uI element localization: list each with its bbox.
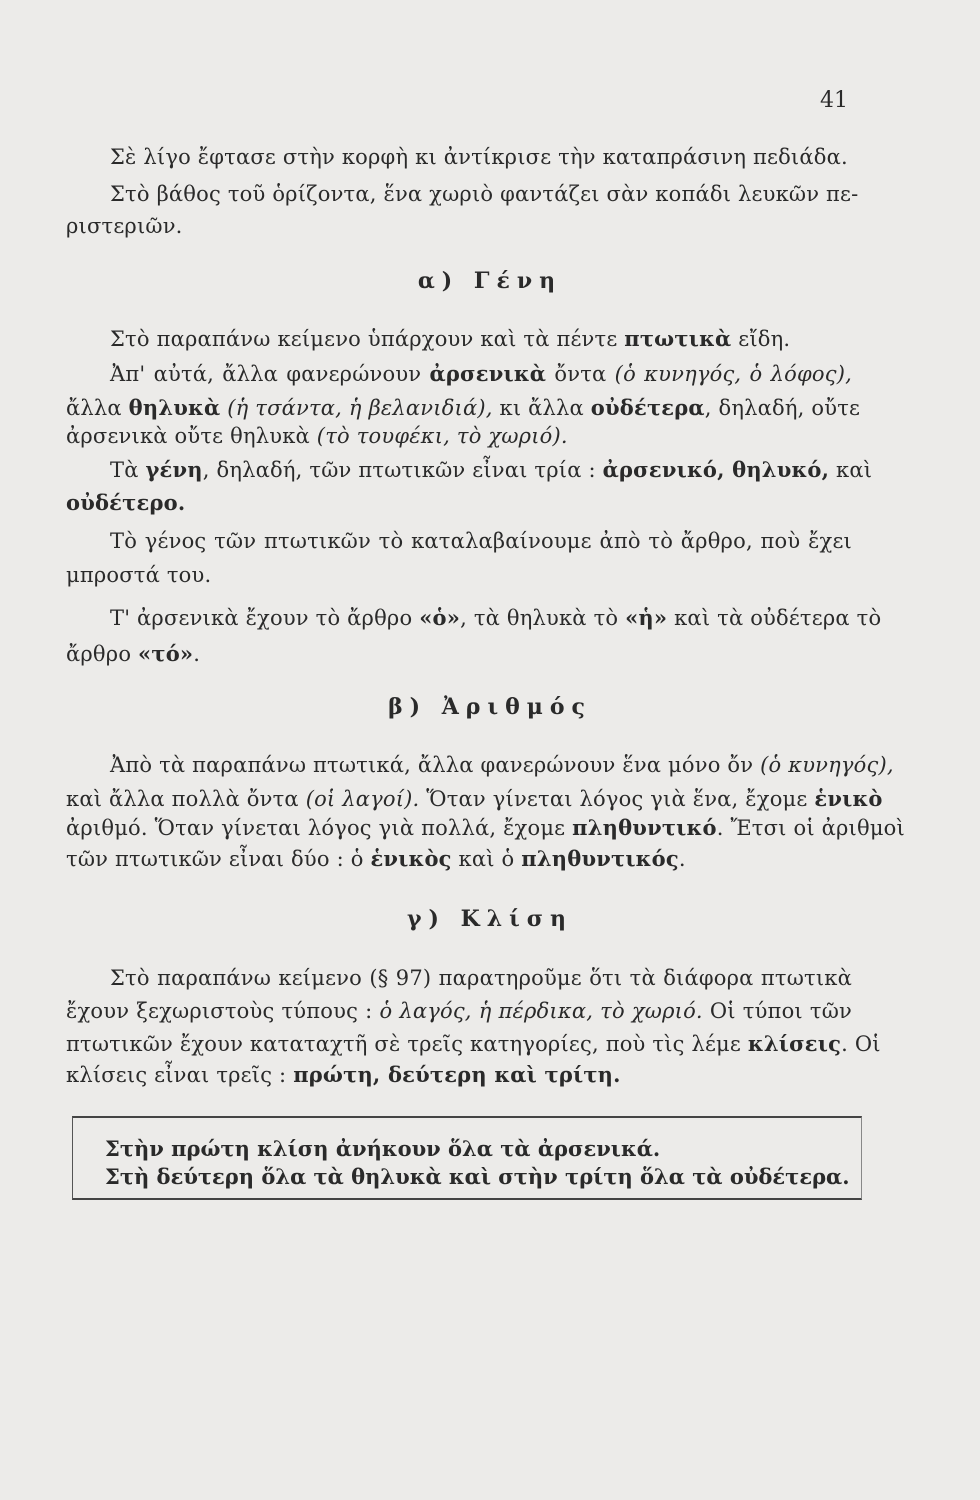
section-a-p5-line-2: ἄρθρο «τό». xyxy=(66,641,201,666)
intro-line-2: Στὸ βάθος τοῦ ὁρίζοντα, ἕνα χωριὸ φαντάζει σὰν κοπάδι λευκῶν πε- xyxy=(110,182,859,206)
section-a-p1-line-1: Στὸ παραπάνω κείμενο ὑπάρχουν καὶ τὰ πέντε πτωτικὰ εἴδη. xyxy=(110,326,791,351)
section-a-p2-line-3: ἀρσενικὰ οὔτε θηλυκὰ (τὸ τουφέκι, τὸ χωριό). xyxy=(66,424,568,448)
section-b-line-2: καὶ ἄλλα πολλὰ ὄντα (οἱ λαγοί). Ὅταν γίνεται λόγος γιὰ ἕνα, ἔχομε ἑνικὸ xyxy=(66,786,883,811)
section-a-p4-line-2: μπροστά του. xyxy=(66,563,212,587)
section-c-line-3: πτωτικῶν ἔχουν καταταχτῆ σὲ τρεῖς κατηγορίες, ποὺ τὶς λέμε κλίσεις. Οἱ xyxy=(66,1031,881,1056)
section-c-line-1: Στὸ παραπάνω κείμενο (§ 97) παρατηροῦμε ὅτι τὰ διάφορα πτωτικὰ xyxy=(110,966,852,990)
section-a-heading: α) Γένη xyxy=(417,268,563,294)
rule-box xyxy=(72,1116,862,1200)
section-b-line-3: ἀριθμό. Ὅταν γίνεται λόγος γιὰ πολλά, ἔχομε πληθυντικό. Ἔτσι οἱ ἀριθμοὶ xyxy=(66,815,905,840)
section-c-line-2: ἔχουν ξεχωριστοὺς τύπους : ὁ λαγός, ἡ πέρδικα, τὸ χωριό. Οἱ τύποι τῶν xyxy=(66,999,853,1023)
intro-line-1: Σὲ λίγο ἔφτασε στὴν κορφὴ κι ἀντίκρισε τὴν καταπράσινη πεδιάδα. xyxy=(110,145,848,169)
section-a-p2-line-2: ἄλλα θηλυκὰ (ἡ τσάντα, ἡ βελανιδιά), κι ἄλλα οὐδέτερα, δηλαδή, οὔτε xyxy=(66,395,861,420)
intro-line-3: ριστεριῶν. xyxy=(66,214,183,238)
section-b-line-1: Ἀπὸ τὰ παραπάνω πτωτικά, ἄλλα φανερώνουν ἕνα μόνο ὄν (ὁ κυνηγός), xyxy=(110,753,894,777)
section-b-heading: β) Ἀριθμός xyxy=(388,694,592,720)
section-a-p2-line-1: Ἀπ' αὐτά, ἄλλα φανερώνουν ἀρσενικὰ ὄντα (ὁ κυνηγός, ὁ λόφος), xyxy=(110,361,852,386)
section-c-heading: γ) Κλίση xyxy=(407,906,573,932)
rule-box-line-2: Στὴ δεύτερη ὅλα τὰ θηλυκὰ καὶ στὴν τρίτη ὅλα τὰ οὐδέτερα. xyxy=(105,1164,850,1189)
section-c-line-4: κλίσεις εἶναι τρεῖς : πρώτη, δεύτερη καὶ τρίτη. xyxy=(66,1062,621,1087)
section-a-p5-line-1: Τ' ἀρσενικὰ ἔχουν τὸ ἄρθρο «ὁ», τὰ θηλυκὰ τὸ «ἡ» καὶ τὰ οὐδέτερα τὸ xyxy=(110,605,882,630)
section-a-p3-line-1: Τὰ γένη, δηλαδή, τῶν πτωτικῶν εἶναι τρία : ἀρσενικό, θηλυκό, καὶ xyxy=(110,457,873,482)
section-a-p4-line-1: Τὸ γένος τῶν πτωτικῶν τὸ καταλαβαίνουμε ἀπὸ τὸ ἄρθρο, ποὺ ἔχει xyxy=(110,529,852,553)
page-number: 41 xyxy=(820,88,848,113)
rule-box-line-1: Στὴν πρώτη κλίση ἀνήκουν ὅλα τὰ ἀρσενικά. xyxy=(105,1136,661,1161)
section-a-p3-line-2: οὐδέτερο. xyxy=(66,490,186,515)
section-b-line-4: τῶν πτωτικῶν εἶναι δύο : ὁ ἑνικὸς καὶ ὁ πληθυντικός. xyxy=(66,846,686,871)
